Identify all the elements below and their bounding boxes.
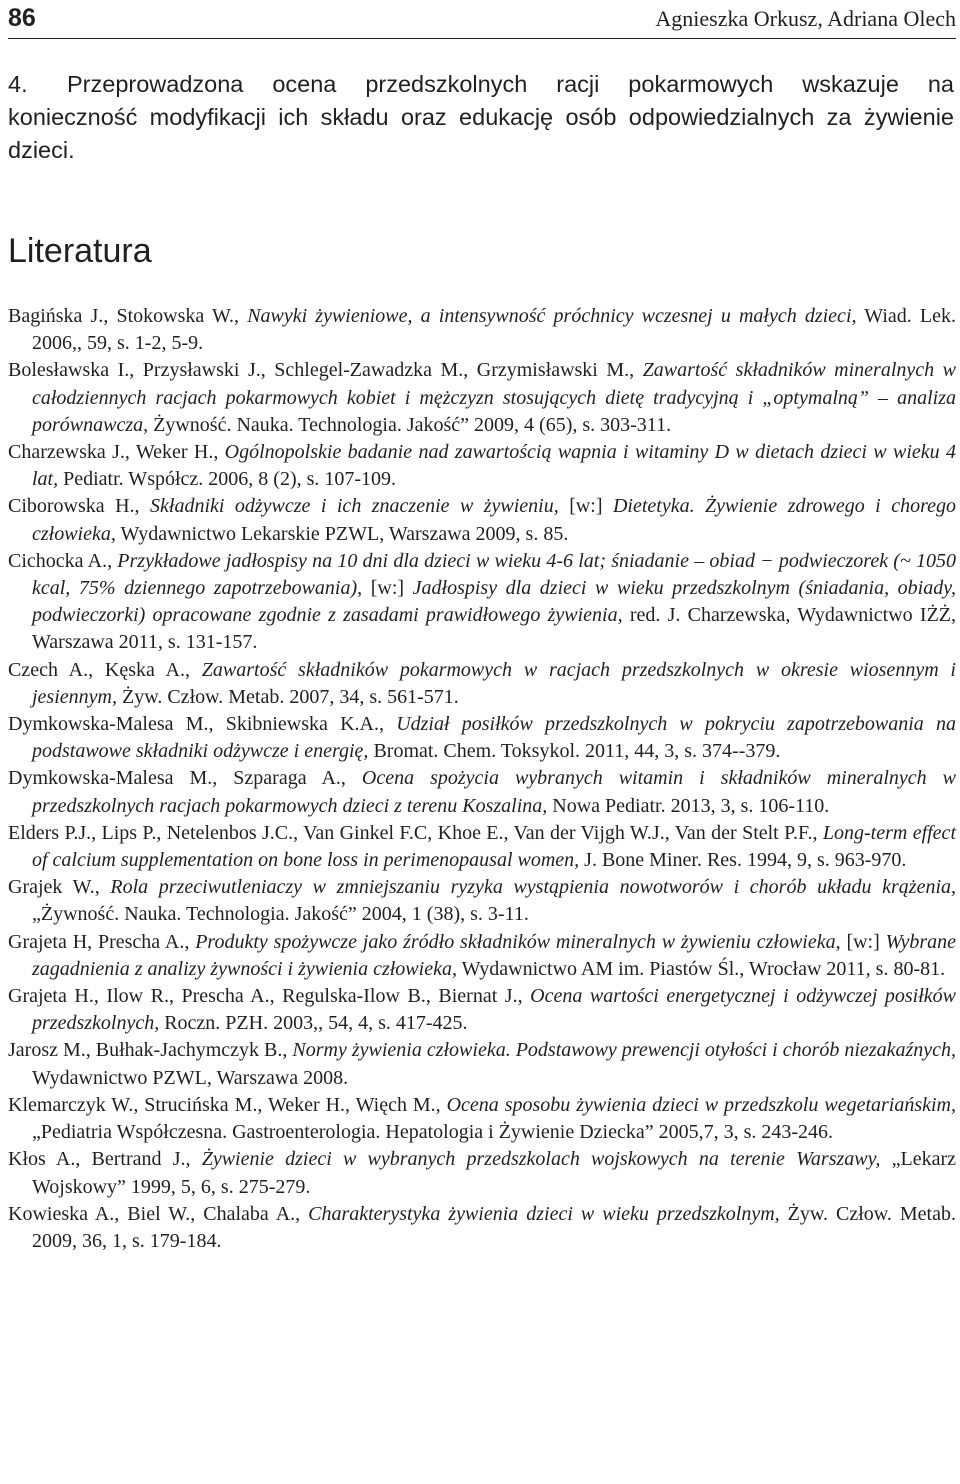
reference-source: „Pediatria Współczesna. Gastroenterologia. Hepatologia i Żywienie Dziecka” 2005,7, 3, s. 243-246. [32,1121,834,1144]
page-header [8,4,956,33]
reference-title: Ocena sposobu żywienia dzieci w przedszkolu wegetariańskim, [446,1093,956,1116]
reference-authors: Charzewska J., Weker H., [8,441,225,464]
reference-book-title: Jadłospisy dla dzieci w wieku przedszkolnym (śniadania, obiady, podwieczorki) opracowane zgodnie z zasadami prawidłowego żywienia, [32,577,956,627]
reference-title: Nawyki żywieniowe, a intensywność próchnicy wczesnej u małych dzieci, [247,305,857,327]
reference-source: Żyw. Człow. Metab. 2007, 34, s. 561-571. [116,685,459,708]
reference-source: Wydawnictwo Lekarskie PZWL, Warszawa 2009, s. 85. [115,522,569,545]
reference-source: Wydawnictwo PZWL, Warszawa 2008. [32,1066,349,1089]
reference-title: Zawartość składników pokarmowych w racjach przedszkolnych w okresie wiosennym i jesiennym, [32,658,956,708]
reference-item [8,1092,956,1146]
reference-in-marker: [w:] [840,930,886,953]
reference-item [8,983,956,1037]
reference-source: „Lekarz Wojskowy” 1999, 5, 6, s. 275-279. [32,1148,956,1198]
reference-authors: Grajeta H, Prescha A., [8,930,196,953]
reference-title: Ogólnopolskie badanie nad zawartością wapnia i witaminy D w dietach dzieci w wieku 4 lat, [32,441,956,491]
page-number: 86 [8,4,36,32]
reference-item [8,357,956,439]
reference-source: Nowa Pediatr. 2013, 3, s. 106-110. [547,794,830,817]
reference-authors: Kowieska A., Biel W., Chalaba A., [8,1202,309,1225]
reference-authors: Bolesławska I., Przysławski J., Schlegel-Zawadzka M., Grzymisławski M., [8,359,643,382]
reference-source: Bromat. Chem. Toksykol. 2011, 44, 3, s. 374--379. [368,740,781,763]
reference-authors: Grajeta H., Ilow R., Prescha A., Regulska-Ilow B., Biernat J., [8,985,531,1008]
reference-title: Żywienie dzieci w wybranych przedszkolach wojskowych na terenie Warszawy, [201,1148,881,1171]
reference-authors: Grajek W., [8,876,111,899]
reference-authors: Klemarczyk W., Strucińska M., Weker H., Więch M., [8,1093,447,1116]
conclusion-text: Przeprowadzona ocena przedszkolnych racji pokarmowych wskazuje na konieczność modyfikacji ich składu oraz edukację osób odpowiedzialnych za żywienie dzieci. [8,71,954,163]
header-rule [8,38,956,39]
reference-title: Udział posiłków przedszkolnych w pokryciu zapotrzebowania na podstawowe składniki odżywcze i energię, [32,713,956,763]
reference-authors: Ciborowska H., [8,495,151,518]
conclusion-number: 4. [8,71,28,97]
reference-item [8,1146,956,1200]
reference-authors: Dymkowska-Malesa M., Skibniewska K.A., [8,713,397,736]
reference-title: Long-term effect of calcium supplementation on bone loss in perimenopausal women, [32,821,956,872]
reference-item [8,929,956,983]
reference-item [8,874,956,928]
reference-source: Wiad. Lek. 2006,, 59, s. 1-2, 5-9. [32,305,956,355]
reference-title: Zawartość składników mineralnych w całodziennych racjach pokarmowych kobiet i mężczyzn stosujących dietę tradycyjną i „optymalną” – analiza porównawcza, [32,359,956,436]
running-head: Agnieszka Orkusz, Adriana Olech [655,6,956,31]
reference-item [8,820,956,874]
reference-title: Normy żywienia człowieka. Podstawowy prewencji otyłości i chorób niezakaźnych, [292,1039,956,1062]
reference-item [8,493,956,547]
reference-title: Produkty spożywcze jako źródło składników mineralnych w żywieniu człowieka, [195,930,841,953]
reference-source: red. J. Charzewska, Wydawnictwo IŻŻ, Warszawa 2011, s. 131-157. [32,604,956,654]
reference-authors: Elders P.J., Lips P., Netelenbos J.C., Van Ginkel F.C, Khoe E., Van der Vijgh W.J., Van der Stelt P.F., [8,821,823,844]
reference-source: J. Bone Miner. Res. 1994, 9, s. 963-970. [579,849,907,872]
reference-authors: Jarosz M., Bułhak-Jachymczyk B., [8,1039,293,1062]
reference-item [8,765,956,819]
reference-authors: Dymkowska-Malesa M., Szparaga A., [8,767,362,790]
reference-title: Charakterystyka żywienia dzieci w wieku przedszkolnym, [308,1202,780,1225]
reference-item [8,1037,956,1091]
reference-book-title: Wybrane zagadnienia z analizy żywności i żywienia człowieka, [32,930,956,980]
reference-authors: Cichocka A., [8,549,118,572]
reference-authors: Bagińska J., Stokowska W., [8,305,248,327]
reference-book-title: Dietetyka. Żywienie zdrowego i chorego człowieka, [32,495,956,545]
reference-authors: Kłos A., Bertrand J., [8,1148,202,1171]
reference-source: Roczn. PZH. 2003,, 54, 4, s. 417-425. [159,1012,468,1035]
reference-item [8,711,956,765]
reference-list [8,303,956,1255]
reference-item [8,548,956,657]
reference-item [8,657,956,711]
reference-title: Ocena spożycia wybranych witamin i składników mineralnych w przedszkolnych racjach pokarmowych dzieci z terenu Koszalina, [32,767,956,817]
reference-title: Rola przeciwutleniaczy w zmniejszaniu ryzyka wystąpienia nowotworów i chorób układu krążenia, [110,876,957,899]
reference-source: Żyw. Człow. Metab. 2009, 36, 1, s. 179-184. [32,1202,956,1252]
reference-source: Żywność. Nauka. Technologia. Jakość” 2009, 4 (65), s. 303-311. [148,413,672,436]
reference-title: Składniki odżywcze i ich znaczenie w żywieniu, [150,495,559,518]
reference-item [8,1201,956,1255]
reference-authors: Czech A., Kęska A., [8,658,202,681]
reference-in-marker: [w:] [362,577,413,600]
conclusion-paragraph [8,68,954,167]
reference-source: Pediatr. Współcz. 2006, 8 (2), s. 107-109. [58,468,397,491]
reference-source: Wydawnictwo AM im. Piastów Śl., Wrocław 2011, s. 80-81. [456,957,946,980]
reference-item [8,439,956,493]
reference-source: „Żywność. Nauka. Technologia. Jakość” 2004, 1 (38), s. 3-11. [32,903,529,926]
reference-title: Ocena wartości energetycznej i odżywczej posiłków przedszkolnych, [32,985,956,1035]
reference-in-marker: [w:] [558,495,613,518]
reference-title: Przykładowe jadłospisy na 10 dni dla dzieci w wieku 4-6 lat; śniadanie – obiad − podwieczorek (~ 1050 kcal, 75% dziennego zapotrzebowania), [32,549,956,600]
reference-item [8,303,956,357]
section-heading: Literatura [8,232,152,270]
